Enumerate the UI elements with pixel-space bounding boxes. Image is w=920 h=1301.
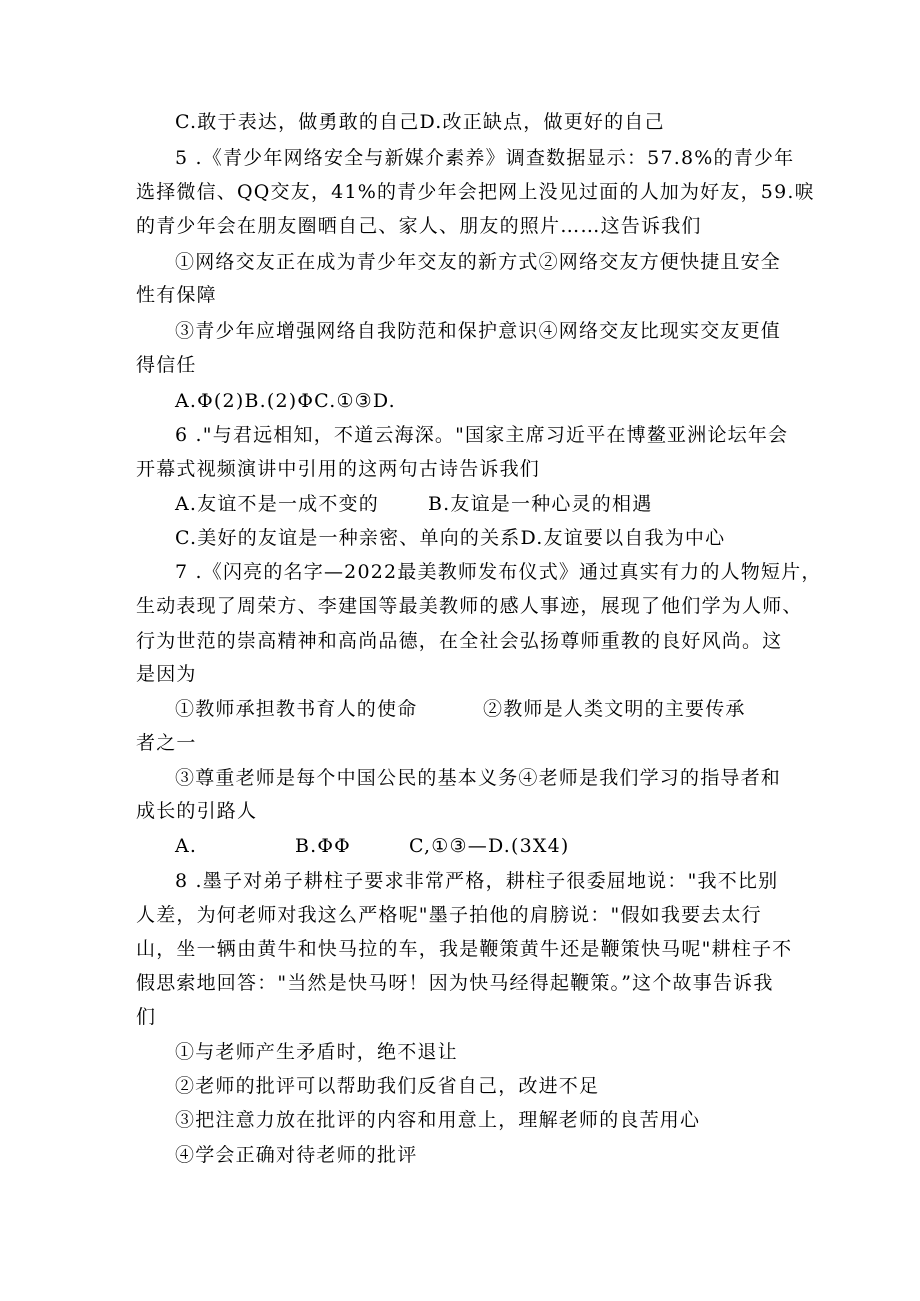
- question-6-option-b: B.友谊是一种心灵的相遇: [428, 493, 653, 515]
- question-7-statement-4-cont: 成长的引路人: [136, 800, 258, 822]
- question-7-line-3: 行为世范的崇高精神和高尚品德，在全社会弘扬尊师重教的良好风尚。这: [136, 630, 783, 652]
- question-7-statement-1: ①教师承担教书育人的使命: [175, 698, 418, 720]
- question-8-statement-3: ③把注意力放在批评的内容和用意上，理解老师的良苦用心: [175, 1109, 701, 1131]
- question-8-statement-4: ④学会正确对待老师的批评: [175, 1144, 418, 1166]
- question-7-option-a: A.: [175, 835, 198, 857]
- question-6-line-2: 开幕式视频演讲中引用的这两句古诗告诉我们: [136, 458, 541, 480]
- question-7-line-4: 是因为: [136, 663, 197, 685]
- question-8-line-2: 人差，为何老师对我这么严格呢"墨子拍他的肩膀说："假如我要去太行: [136, 904, 762, 926]
- question-7-line-1: 7 .《闪亮的名字—2022最美教师发布仪式》通过真实有力的人物短片，: [175, 561, 822, 583]
- question-7-option-b: B.ΦΦ: [295, 835, 351, 857]
- question-6-option-c-d: C.美好的友谊是一种亲密、单向的关系D.友谊要以自我为中心: [175, 527, 726, 549]
- question-7-statements-3-4: ③尊重老师是每个中国公民的基本义务④老师是我们学习的指导者和: [175, 767, 782, 789]
- question-6-option-a: A.友谊不是一成不变的: [175, 493, 379, 515]
- question-5-line-3: 的青少年会在朋友圈晒自己、家人、朋友的照片……这告诉我们: [136, 215, 702, 237]
- question-8-line-1: 8 .墨子对弟子耕柱子要求非常严格，耕柱子很委屈地说："我不比别: [175, 870, 779, 892]
- question-5-statements-2-cont: 得信任: [136, 354, 197, 376]
- question-8-line-5: 们: [136, 1006, 157, 1028]
- question-5-statements-1: ①网络交友正在成为青少年交友的新方式②网络交友方便快捷且安全: [175, 251, 782, 273]
- question-6-line-1: 6 ."与君远相知，不道云海深。"国家主席习近平在博鳌亚洲论坛年会: [175, 424, 789, 446]
- question-7-line-2: 生动表现了周荣方、李建国等最美教师的感人事迹，展现了他们学为人师、: [136, 595, 803, 617]
- option-line-c-d: C.敢于表达，做勇敢的自己D.改正缺点，做更好的自己: [175, 111, 665, 133]
- question-5-line-1: 5 .《青少年网络安全与新媒介素养》调查数据显示：57.8%的青少年: [175, 147, 795, 169]
- question-8-statement-2: ②老师的批评可以帮助我们反省自己，改进不足: [175, 1075, 600, 1097]
- question-5-statements-2: ③青少年应增强网络自我防范和保护意识④网络交友比现实交友更值: [175, 320, 782, 342]
- question-8-line-3: 山，坐一辆由黄牛和快马拉的车，我是鞭策黄牛还是鞭策快马呢"耕柱子不: [136, 938, 793, 960]
- question-8-line-4: 假思索地回答："当然是快马呀！因为快马经得起鞭策。”这个故事告诉我: [136, 972, 774, 994]
- question-8-statement-1: ①与老师产生矛盾时，绝不退让: [175, 1041, 458, 1063]
- question-5-statements-1-cont: 性有保障: [136, 284, 217, 306]
- question-5-options: A.Φ(2)B.(2)ΦC.①③D.: [175, 390, 396, 412]
- question-7-statement-2: ②教师是人类文明的主要传承: [483, 698, 746, 720]
- question-5-line-2: 选择微信、QQ交友，41%的青少年会把网上没见过面的人加为好友，59.唳: [136, 181, 815, 203]
- question-7-option-c-d: C,①③—D.(3X4): [409, 835, 570, 857]
- question-7-statement-2-cont: 者之一: [136, 732, 197, 754]
